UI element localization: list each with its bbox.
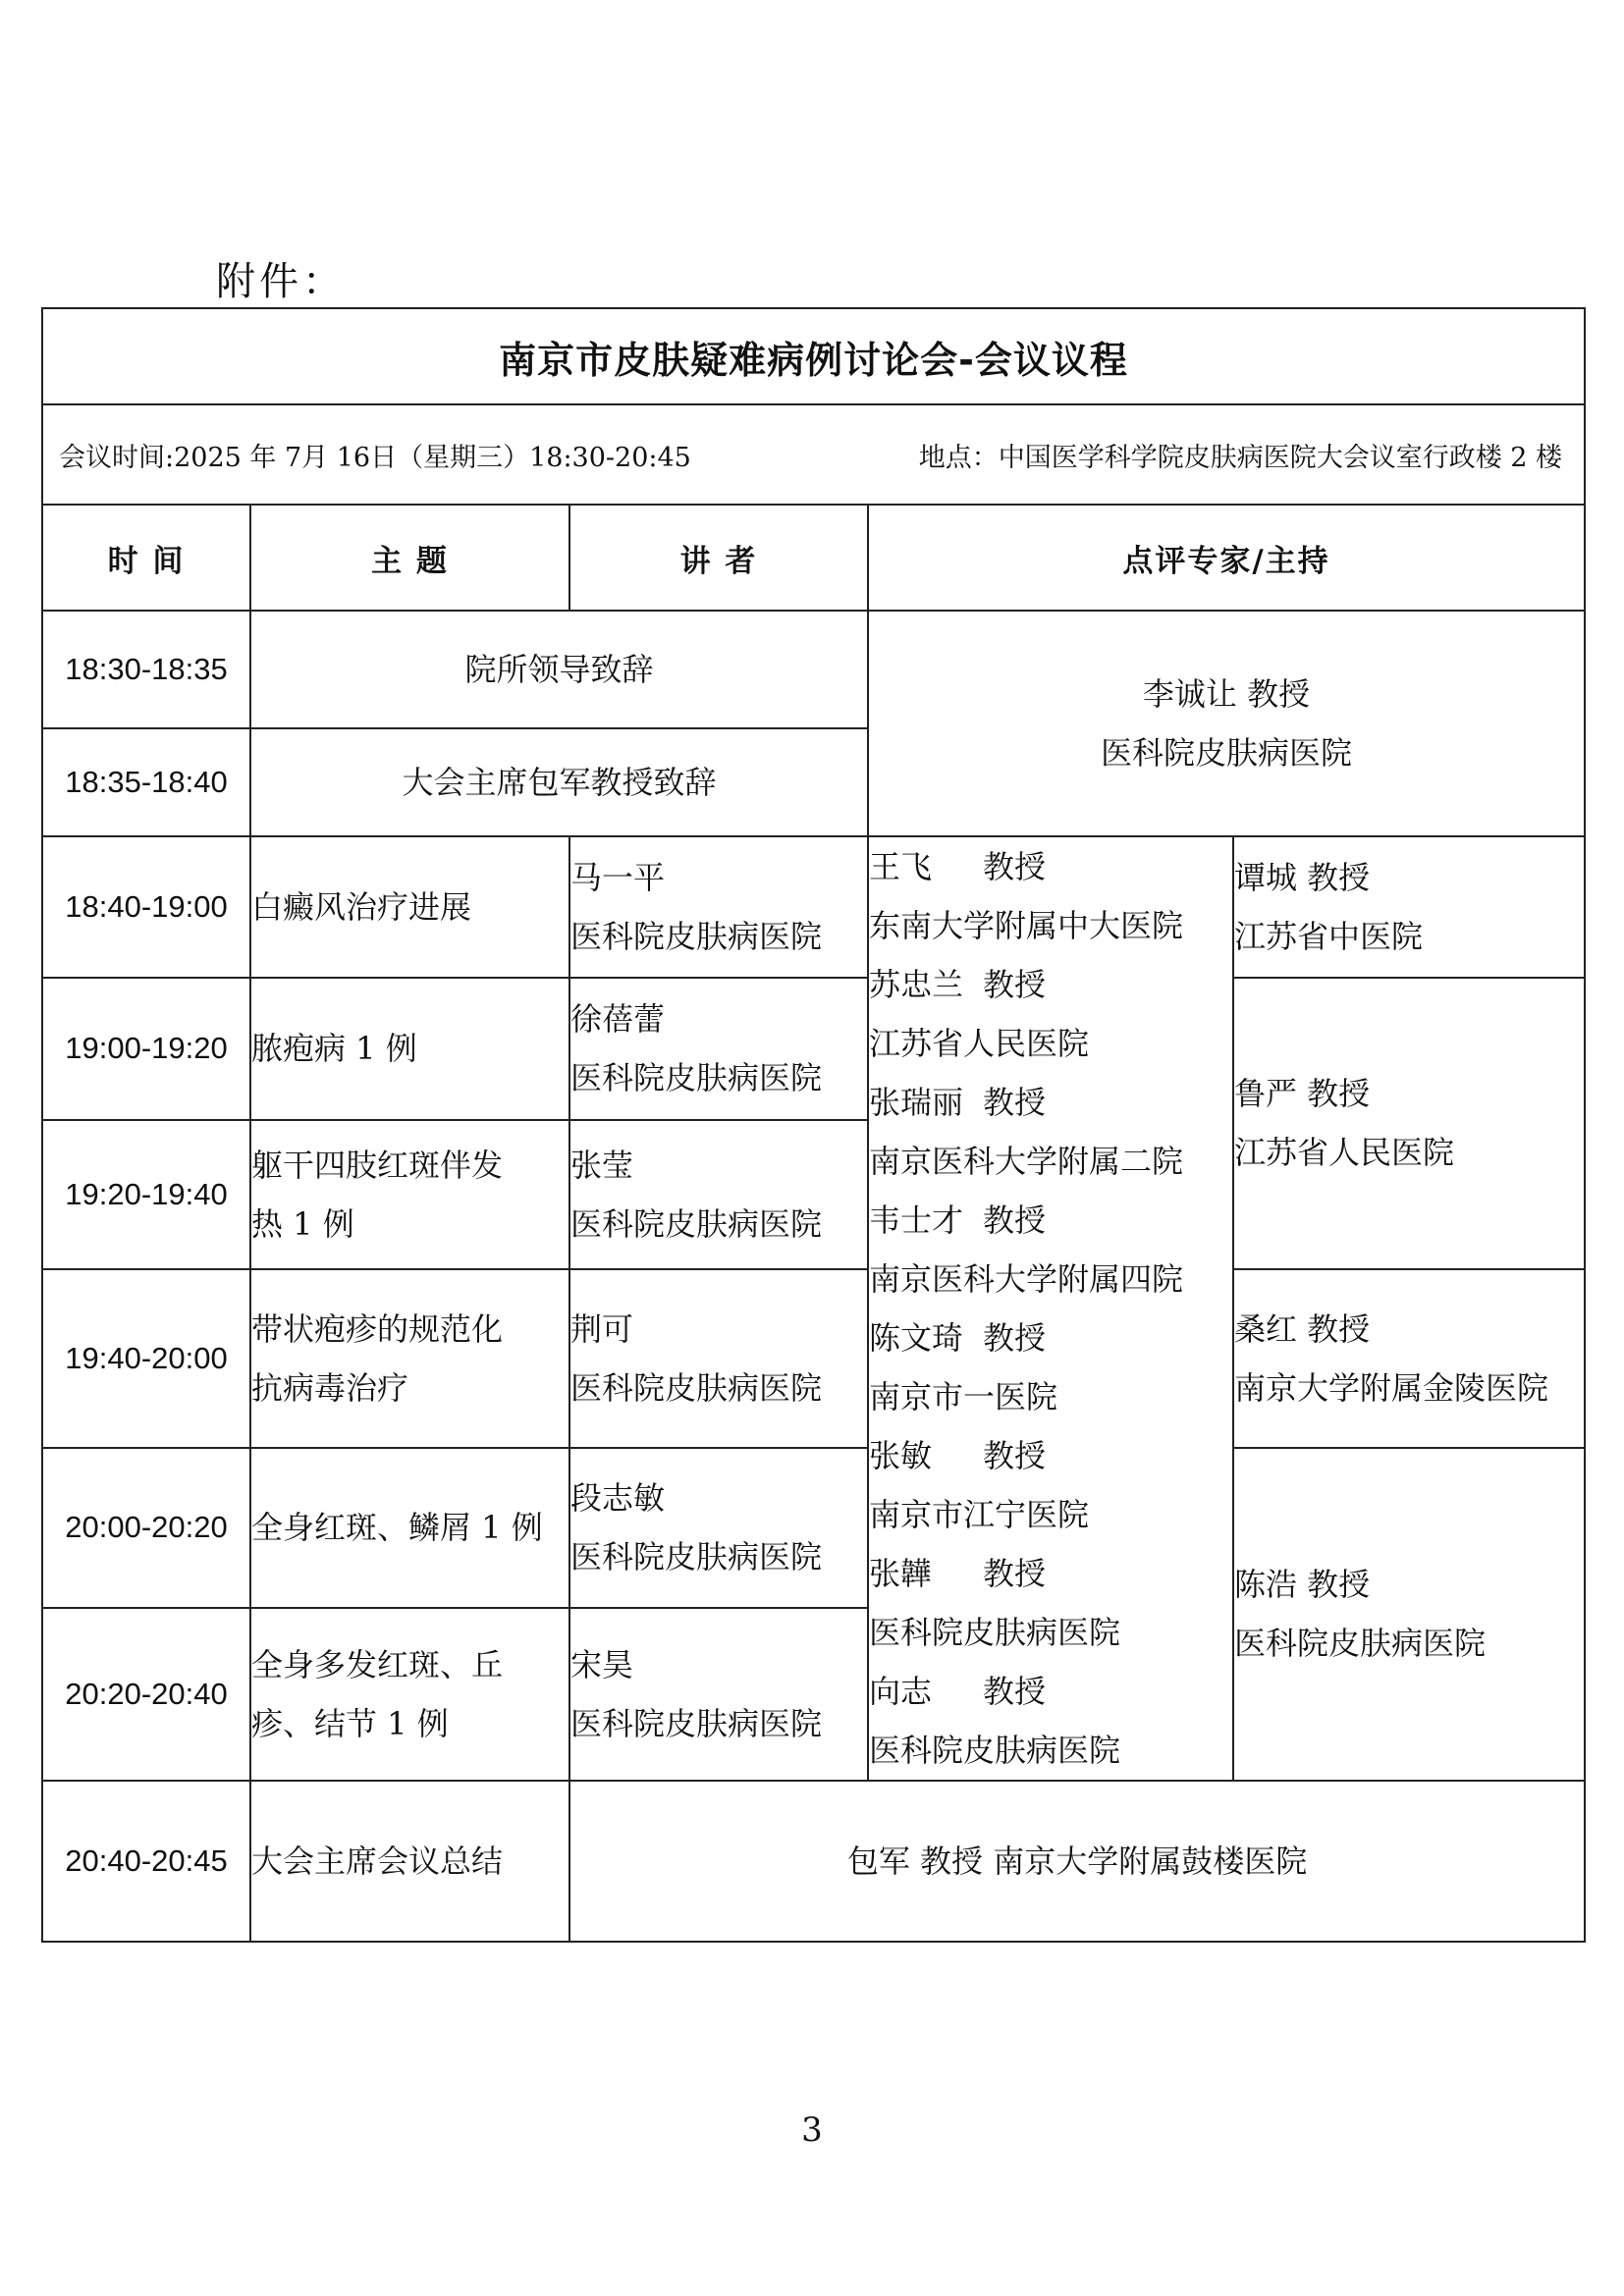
session-speaker: 宋昊 医科院皮肤病医院 [569,1608,868,1781]
session-time: 20:20-20:40 [42,1608,250,1781]
header-speaker: 讲 者 [569,505,868,611]
table-row [42,1781,1585,1942]
moderator: 鲁严 教授 江苏省人民医院 [1233,978,1585,1269]
meeting-time: 会议时间:2025 年 7月 16日（星期三）18:30-20:45 [59,442,691,473]
host-hospital: 医科院皮肤病医院 [1101,734,1353,772]
expert-item: 苏忠兰 教授 [869,966,1047,1003]
opening-host [868,611,1585,836]
session-topic: 全身多发红斑、丘 疹、结节 1 例 [250,1608,569,1781]
session-time: 19:20-19:40 [42,1120,250,1269]
table-row [42,978,1585,1120]
agenda-title: 南京市皮肤疑难病例讨论会-会议议程 [42,308,1585,404]
session-topic: 大会主席包军教授致辞 [250,728,868,836]
session-topic: 大会主席会议总结 [250,1781,569,1942]
session-topic: 躯干四肢红斑伴发 热 1 例 [250,1120,569,1269]
session-speaker: 段志敏 医科院皮肤病医院 [569,1448,868,1609]
expert-item: 张韡 教授 [869,1555,1047,1592]
session-speaker: 张莹 医科院皮肤病医院 [569,1120,868,1269]
session-speaker: 马一平 医科院皮肤病医院 [569,836,868,978]
page-number: 3 [801,2110,823,2150]
expert-item: 陈文琦 教授 [869,1319,1047,1357]
table-row [42,1269,1585,1448]
column-header-row [42,505,1585,611]
meta-row [42,404,1585,505]
closing-summary: 包军 教授 南京大学附属鼓楼医院 [569,1781,1585,1942]
expert-item: 张瑞丽 教授 [869,1084,1047,1121]
expert-item: 向志 教授 [869,1673,1047,1710]
expert-item: 王飞 教授 [869,848,1047,885]
session-topic: 全身红斑、鳞屑 1 例 [250,1448,569,1609]
session-time: 20:00-20:20 [42,1448,250,1609]
session-time: 19:40-20:00 [42,1269,250,1448]
session-topic: 院所领导致辞 [250,611,868,728]
header-time: 时 间 [42,505,250,611]
session-time: 18:40-19:00 [42,836,250,978]
session-time: 19:00-19:20 [42,978,250,1120]
session-speaker: 荆可 医科院皮肤病医院 [569,1269,868,1448]
meeting-location: 地点：中国医学科学院皮肤病医院大会议室行政楼 2 楼 [918,442,1563,473]
header-topic: 主 题 [250,505,569,611]
moderator: 谭城 教授 江苏省中医院 [1233,836,1585,978]
moderator: 陈浩 教授 医科院皮肤病医院 [1233,1448,1585,1782]
session-topic: 白癜风治疗进展 [250,836,569,978]
header-reviewer: 点评专家/主持 [868,505,1585,611]
expert-item: 张敏 教授 [869,1437,1047,1474]
title-row [42,308,1585,404]
agenda-table [41,307,1586,1943]
session-speaker: 徐蓓蕾 医科院皮肤病医院 [569,978,868,1120]
host-name: 李诚让 教授 [1142,675,1311,713]
session-time: 20:40-20:45 [42,1781,250,1942]
table-row [42,1448,1585,1609]
session-topic: 带状疱疹的规范化 抗病毒治疗 [250,1269,569,1448]
table-row [42,611,1585,728]
panel-experts: 王飞 教授 东南大学附属中大医院 苏忠兰 教授 江苏省人民医院 张瑞丽 教授 南京医科大学附属二院 韦士才 教授 南京医科大学附属四院 陈文琦 教授 南京市一医院 张敏 教授 南京市江宁医院 张韡 教授 医科院皮肤病医院 向志 教授 医科院皮肤病医院 [868,836,1233,1781]
moderator: 桑红 教授 南京大学附属金陵医院 [1233,1269,1585,1448]
expert-item: 韦士才 教授 [869,1201,1047,1239]
attachment-label: 附件： [216,259,346,304]
session-time: 18:30-18:35 [42,611,250,728]
table-row [42,836,1585,978]
session-topic: 脓疱病 1 例 [250,978,569,1120]
session-time: 18:35-18:40 [42,728,250,836]
